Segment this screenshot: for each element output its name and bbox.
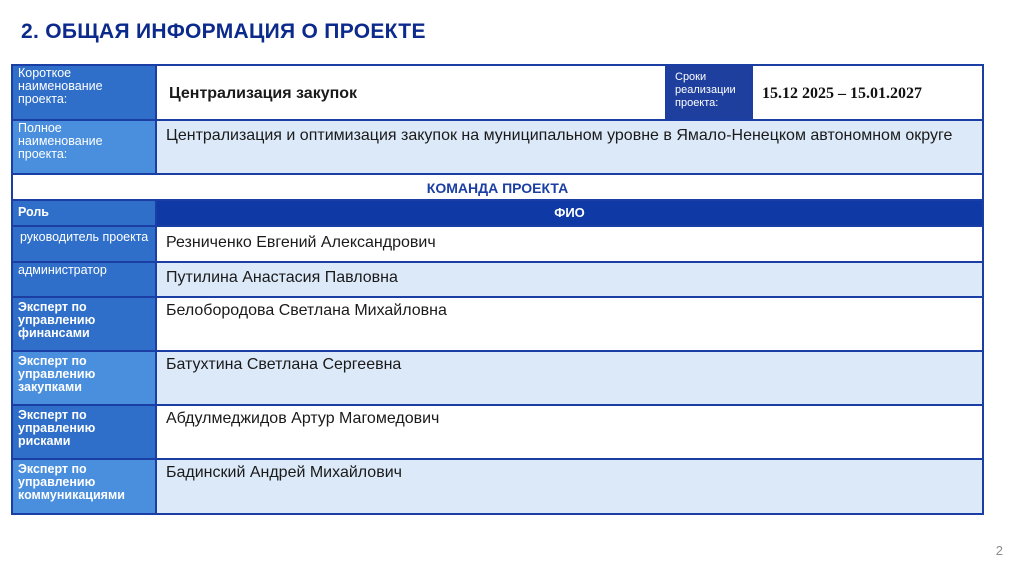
team-header: КОМАНДА ПРОЕКТА	[13, 175, 982, 199]
dates-label: Сроки реализации проекта:	[667, 66, 751, 119]
short-name-label: Короткое наименование проекта:	[13, 66, 155, 119]
dates-value: 15.12 2025 – 15.01.2027	[753, 66, 982, 119]
member-name: Резниченко Евгений Александрович	[157, 227, 982, 261]
member-role: администратор	[13, 263, 155, 296]
member-name: Путилина Анастасия Павловна	[157, 263, 982, 296]
member-name: Бадинский Андрей Михайлович	[157, 460, 982, 513]
member-role: Эксперт по управлению рисками	[13, 406, 155, 458]
full-name-value: Централизация и оптимизация закупок на муниципальном уровне в Ямало-Ненецком автономном округе	[157, 121, 982, 173]
member-name: Батухтина Светлана Сергеевна	[157, 352, 982, 404]
page-number: 2	[995, 543, 1003, 558]
member-role: Эксперт по управлению коммуникациями	[13, 460, 155, 513]
slide-title: 2. ОБЩАЯ ИНФОРМАЦИЯ О ПРОЕКТЕ	[21, 20, 426, 43]
project-info-table	[11, 64, 984, 515]
member-name: Белобородова Светлана Михайловна	[157, 298, 982, 350]
member-role: Эксперт по управлению закупками	[13, 352, 155, 404]
member-role: Эксперт по управлению финансами	[13, 298, 155, 350]
short-name-value: Централизация закупок	[157, 66, 665, 119]
fio-header: ФИО	[157, 201, 982, 225]
member-name: Абдулмеджидов Артур Магомедович	[157, 406, 982, 458]
member-role: руководитель проекта	[13, 227, 155, 261]
role-header: Роль	[13, 201, 155, 225]
full-name-label: Полное наименование проекта:	[13, 121, 155, 173]
